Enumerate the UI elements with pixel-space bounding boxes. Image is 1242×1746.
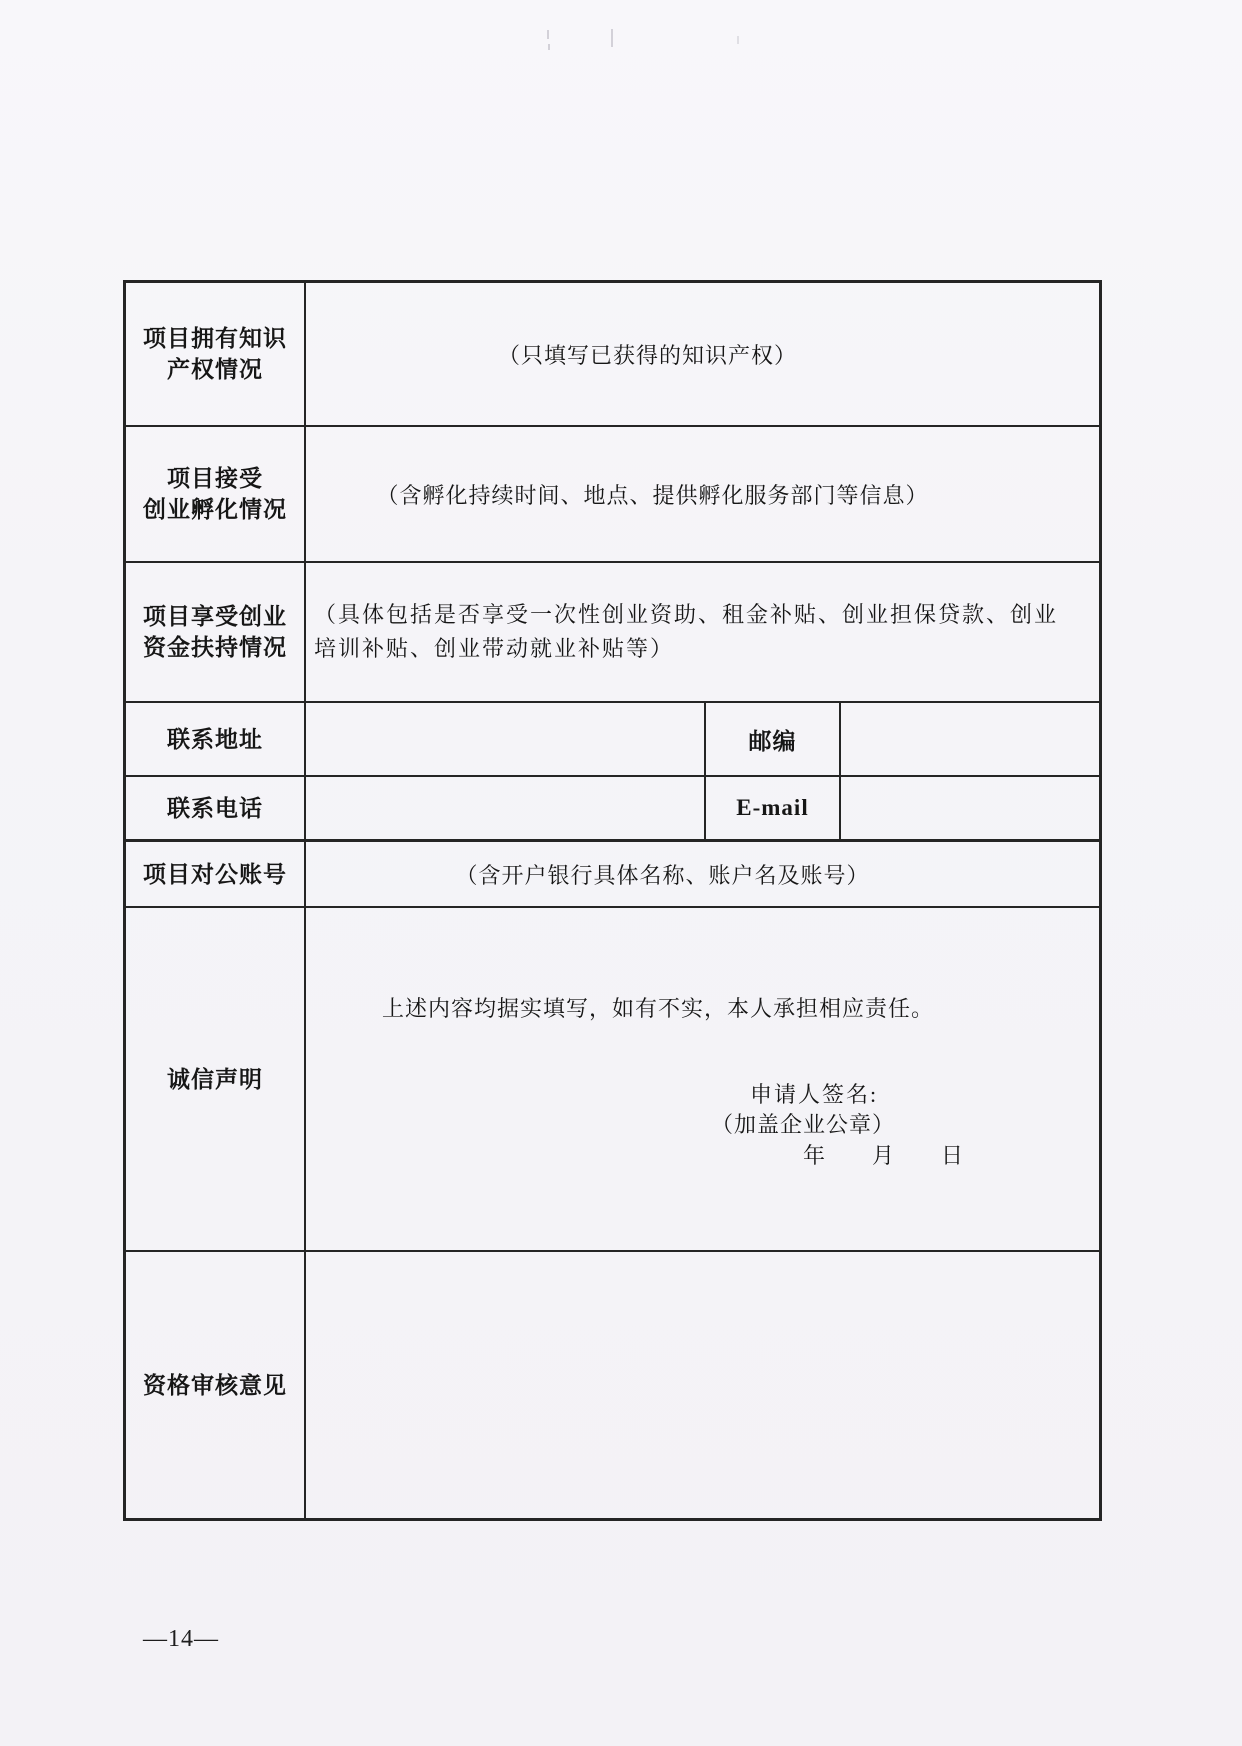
- row-contact-phone: [126, 777, 1099, 842]
- incubation-label: [126, 427, 306, 561]
- qualification-review-field: [306, 1252, 1099, 1518]
- row-funding-support: [126, 563, 1099, 703]
- ip-ownership-hint: （只填写已获得的知识产权）: [497, 342, 797, 368]
- contact-address-label-text: 联系地址: [167, 726, 263, 752]
- company-seal-note: （加盖企业公章）: [711, 1112, 896, 1137]
- date-line: 年 月 日: [803, 1143, 965, 1168]
- bank-account-hint: （含开户银行具体名称、账户名及账号）: [455, 862, 870, 888]
- qualification-review-label: [126, 1252, 306, 1518]
- bank-account-field: [306, 842, 1099, 906]
- scan-artifact: [547, 30, 549, 39]
- email-label: E-mail: [704, 777, 841, 839]
- bank-account-label: [126, 842, 306, 906]
- qualification-review-label-text: 资格审核意见: [143, 1372, 287, 1398]
- ip-ownership-label-line1: 项目拥有知识: [143, 326, 287, 351]
- funding-support-label: [126, 563, 306, 701]
- integrity-field: [306, 908, 1099, 1250]
- row-contact-address: [126, 703, 1099, 777]
- integrity-label: [126, 908, 306, 1250]
- row-ip-ownership: [126, 283, 1099, 427]
- ip-ownership-label-line2: 产权情况: [167, 357, 263, 382]
- incubation-label-line2: 创业孵化情况: [143, 497, 287, 522]
- incubation-field: [306, 427, 1099, 561]
- contact-phone-field: [306, 777, 704, 839]
- funding-support-field: [306, 563, 1099, 701]
- postcode-field: [841, 703, 1099, 775]
- incubation-label-line1: 项目接受: [167, 466, 263, 491]
- row-incubation: [126, 427, 1099, 563]
- scan-artifact: [548, 44, 550, 50]
- contact-address-label: [126, 703, 306, 775]
- contact-address-field: [306, 703, 704, 775]
- funding-label-line2: 资金扶持情况: [143, 635, 287, 660]
- row-qualification-review: [126, 1252, 1099, 1518]
- page-number: —14—: [143, 1626, 219, 1652]
- email-field: [841, 777, 1099, 839]
- postcode-label: 邮编: [704, 703, 841, 775]
- scan-artifact: [611, 29, 613, 47]
- funding-hint-line1: （具体包括是否享受一次性创业资助、租金补贴、创业担保贷款、创业: [314, 602, 1059, 627]
- row-bank-account: [126, 842, 1099, 908]
- incubation-hint: （含孵化持续时间、地点、提供孵化服务部门等信息）: [376, 482, 929, 508]
- contact-phone-label-text: 联系电话: [167, 795, 263, 821]
- applicant-signature-label: 申请人签名:: [750, 1082, 879, 1107]
- funding-label-line1: 项目享受创业: [143, 604, 287, 629]
- integrity-statement: 上述内容均据实填写，如有不实，本人承担相应责任。: [382, 996, 935, 1021]
- contact-phone-label: [126, 777, 306, 839]
- funding-hint-line2: 培训补贴、创业带动就业补贴等）: [314, 636, 675, 661]
- ip-ownership-field: [306, 283, 1099, 425]
- row-integrity-declaration: [126, 908, 1099, 1252]
- scan-artifact: [737, 36, 739, 44]
- application-form-table: [123, 280, 1102, 1521]
- bank-account-label-text: 项目对公账号: [143, 861, 287, 887]
- integrity-label-text: 诚信声明: [167, 1066, 263, 1092]
- ip-ownership-label: [126, 283, 306, 425]
